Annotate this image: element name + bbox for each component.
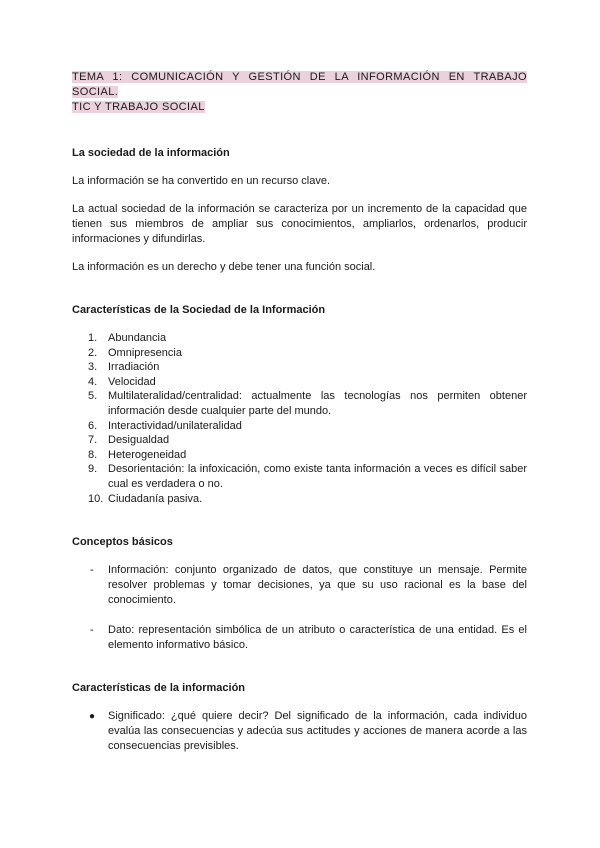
title-line-2: TIC Y TRABAJO SOCIAL (72, 101, 205, 113)
bullet-icon: ● (89, 711, 96, 723)
title-line-1: TEMA 1: COMUNICACIÓN Y GESTIÓN DE LA INFORMACIÓN EN TRABAJO SOCIAL. (72, 71, 527, 98)
list-item: - Información: conjunto organizado de datos, que constituye un mensaje. Permite resolver problemas y tomar decisiones, ya que su uso racional es la base del conocimiento. (90, 564, 527, 607)
section-heading-conceptos: Conceptos básicos (72, 536, 173, 549)
list-item: 4. Velocidad (88, 375, 156, 388)
section-heading-caracteristicas-sociedad: Características de la Sociedad de la Información (72, 304, 326, 316)
paragraph: La información es un derecho y debe tener una función social. (72, 261, 376, 273)
list-item: ● Significado: ¿qué quiere decir? Del significado de la información, cada individuo evalúa las consecuencias y adecúa sus actitudes y acciones de manera acorde a las consecuencias previsibles. (89, 710, 527, 753)
dash-list (72, 563, 527, 653)
list-item: 3. Irradiación (88, 361, 160, 374)
list-item: 5. Multilateralidad/centralidad: actualmente las tecnologías nos permiten obtener información desde cualquier parte del mundo. (88, 390, 527, 417)
list-item: 9. Desorientación: la infoxicación, como existe tanta información a veces es difícil saber cual es verdadera o no. (88, 463, 527, 490)
paragraph: La actual sociedad de la información se caracteriza por un incremento de la capacidad que tienen sus miembros de ampliar sus conocimientos, ampliarlos, ordenarlos, producir informaciones y difundirlas. (72, 203, 527, 245)
list-item: 7. Desigualdad (88, 434, 170, 447)
section-heading-sociedad: La sociedad de la información (72, 147, 230, 159)
paragraph: La información se ha convertido en un recurso clave. (72, 175, 331, 187)
list-item: 10. Ciudadanía pasiva. (88, 492, 203, 505)
list-item: 6. Interactividad/unilateralidad (88, 419, 242, 432)
list-item: 2. Omnipresencia (88, 346, 182, 359)
list-item: 8. Heterogeneidad (88, 448, 187, 461)
document-title (72, 70, 527, 115)
numbered-list (72, 331, 527, 506)
bullet-list (72, 709, 527, 754)
document-page (72, 70, 527, 754)
section-heading-caracteristicas-informacion: Características de la información (72, 682, 246, 695)
list-item: - Dato: representación simbólica de un atributo o característica de una entidad. Es el elemento informativo básico. (90, 624, 527, 652)
list-item: 1. Abundancia (88, 332, 167, 344)
